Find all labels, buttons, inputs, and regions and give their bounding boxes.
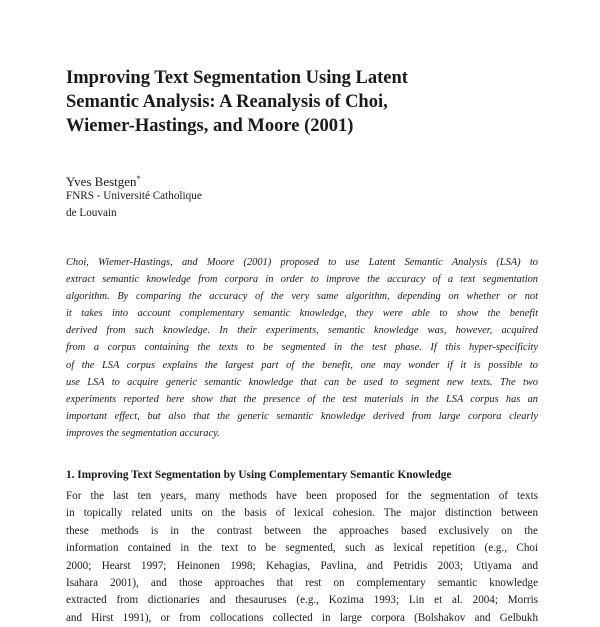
title-line: Semantic Analysis: A Reanalysis of Choi, <box>66 92 388 112</box>
abstract-line: use LSA to acquire generic semantic knowledge that can be used to segment new texts. The two <box>66 376 538 388</box>
body-line: extracted from dictionaries and thesauruses (e.g., Kozima 1993; Lin et al. 2004; Morris <box>66 594 538 607</box>
abstract-line: experiments reported here show that the presence of the test materials in the LSA corpus has an <box>66 393 538 405</box>
abstract-line: algorithm. By comparing the accuracy of the very same algorithm, depending on whether or not <box>66 291 538 303</box>
title-line: Wiemer-Hastings, and Moore (2001) <box>66 116 354 136</box>
paper-title <box>66 66 536 138</box>
body-line: and Hirst 1991), or from collocations collected in large corpora (Bolshakov and Gelbukh <box>66 611 538 624</box>
abstract-line: from a corpus containing the texts to be segmented in the test phase. If this hyper-specificity <box>66 342 538 354</box>
body-line: information contained in the text to be segmented, such as lexical repetition (e.g., Choi <box>66 542 538 555</box>
author-affiliation <box>66 188 202 222</box>
body-line: 2000; Hearst 1997; Heinonen 1998; Kehagias, Pavlina, and Petridis 2003; Utiyama and <box>66 559 538 572</box>
abstract-line: extract semantic knowledge from corpora in order to improve the accuracy of a text segmentation <box>66 274 538 286</box>
abstract-line: important effect, but also that the generic semantic knowledge derived from large corpora clearly <box>66 410 538 422</box>
abstract-line: derived from such knowledge. In their experiments, semantic knowledge was, however, acquired <box>66 325 538 337</box>
section-heading: 1. Improving Text Segmentation by Using Complementary Semantic Knowledge <box>66 469 452 482</box>
affiliation-line: de Louvain <box>66 207 117 219</box>
body-line: Isahara 2001), and those approaches that rest on complementary semantic knowledge <box>66 577 538 590</box>
body-line: For the last ten years, many methods have been proposed for the segmentation of texts <box>66 490 538 502</box>
body-paragraph <box>66 488 538 627</box>
abstract <box>66 254 538 442</box>
body-line: these methods is in the contrast between the approaches based exclusively on the <box>66 524 538 537</box>
body-line: in topically related units on the basis of lexical cohesion. The major distinction between <box>66 507 538 520</box>
affiliation-line: FNRS - Université Catholique <box>66 190 202 202</box>
abstract-line: it takes into account complementary semantic knowledge, they were able to show the benefit <box>66 308 538 320</box>
author-footnote-marker: * <box>136 174 141 183</box>
abstract-line: Choi, Wiemer-Hastings, and Moore (2001) proposed to use Latent Semantic Analysis (LSA) to <box>66 257 538 268</box>
abstract-line: of the LSA corpus explains the largest part of the benefit, one may wonder if it is possible to <box>66 359 538 371</box>
author-name-text: Yves Bestgen <box>66 174 137 189</box>
abstract-line: improves the segmentation accuracy. <box>66 427 220 439</box>
title-line: Improving Text Segmentation Using Latent <box>66 68 408 88</box>
